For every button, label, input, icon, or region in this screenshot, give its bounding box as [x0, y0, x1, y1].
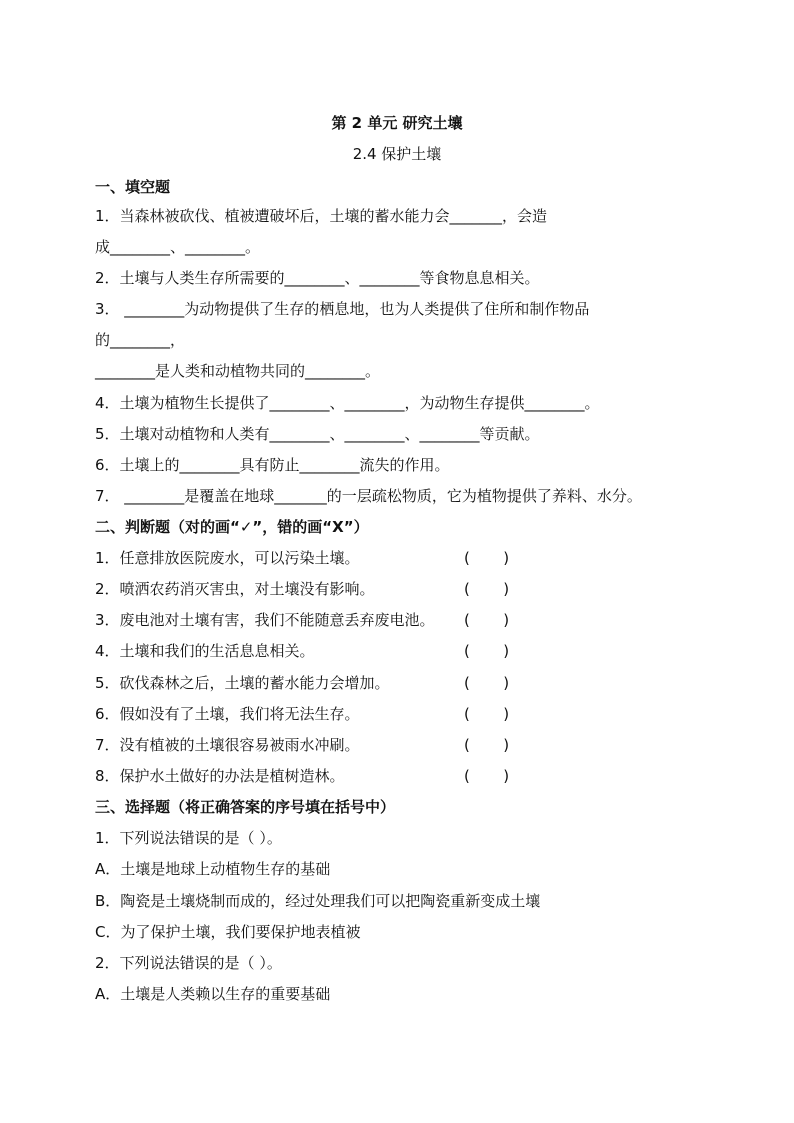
answer-parentheses: ( )	[464, 736, 510, 754]
true-false-item: 4．土壤和我们的生活息息相关。	[95, 642, 315, 660]
true-false-item: 1．任意排放医院废水，可以污染土壤。	[95, 549, 360, 567]
fill-blank-line: 的________，	[95, 331, 186, 349]
answer-parentheses: ( )	[464, 642, 510, 660]
fill-blank-line: 2．土壤与人类生存所需要的________、________等食物息息相关。	[95, 269, 540, 287]
fill-blank-line: 4．土壤为植物生长提供了________、________，为动物生存提供________。	[95, 394, 600, 412]
answer-parentheses: ( )	[464, 549, 510, 567]
choice-option: A．土壤是地球上动植物生存的基础	[95, 860, 331, 878]
answer-parentheses: ( )	[464, 767, 510, 785]
true-false-item: 3．废电池对土壤有害，我们不能随意丢弃废电池。	[95, 611, 435, 629]
true-false-item: 8．保护水土做好的办法是植树造林。	[95, 767, 345, 785]
answer-parentheses: ( )	[464, 611, 510, 629]
fill-blank-line: 6．土壤上的________具有防止________流失的作用。	[95, 456, 450, 474]
fill-blank-line: ________是人类和动植物共同的________。	[95, 362, 381, 380]
section-heading-fill-blank: 一、填空题	[95, 178, 171, 196]
answer-parentheses: ( )	[464, 705, 510, 723]
true-false-item: 6．假如没有了土壤，我们将无法生存。	[95, 705, 360, 723]
section-heading-true-false: 二、判断题（对的画“✓”，错的画“X”）	[95, 518, 369, 536]
fill-blank-line: 成________、________。	[95, 238, 261, 256]
lesson-title: 2.4 保护土壤	[352, 145, 442, 163]
fill-blank-line: 3． ________为动物提供了生存的栖息地，也为人类提供了住所和制作物品	[95, 300, 590, 318]
section-heading-multiple-choice: 三、选择题（将正确答案的序号填在括号中）	[95, 798, 396, 816]
choice-option: C．为了保护土壤，我们要保护地表植被	[95, 923, 361, 941]
fill-blank-line: 7． ________是覆盖在地球_______的一层疏松物质，它为植物提供了养料、水分。	[95, 487, 642, 505]
choice-question: 1．下列说法错误的是（ ）。	[95, 829, 282, 847]
true-false-item: 2．喷洒农药消灭害虫，对土壤没有影响。	[95, 580, 375, 598]
true-false-item: 7．没有植被的土壤很容易被雨水冲刷。	[95, 736, 360, 754]
true-false-item: 5．砍伐森林之后，土壤的蓄水能力会增加。	[95, 674, 390, 692]
fill-blank-line: 1．当森林被砍伐、植被遭破坏后，土壤的蓄水能力会_______，会造	[95, 207, 548, 225]
choice-option: A．土壤是人类赖以生存的重要基础	[95, 985, 331, 1003]
choice-question: 2．下列说法错误的是（ ）。	[95, 954, 282, 972]
answer-parentheses: ( )	[464, 580, 510, 598]
choice-option: B．陶瓷是土壤烧制而成的，经过处理我们可以把陶瓷重新变成土壤	[95, 892, 541, 910]
unit-title: 第 2 单元 研究土壤	[331, 114, 463, 132]
fill-blank-line: 5．土壤对动植物和人类有________、________、________等贡献。	[95, 425, 540, 443]
answer-parentheses: ( )	[464, 674, 510, 692]
